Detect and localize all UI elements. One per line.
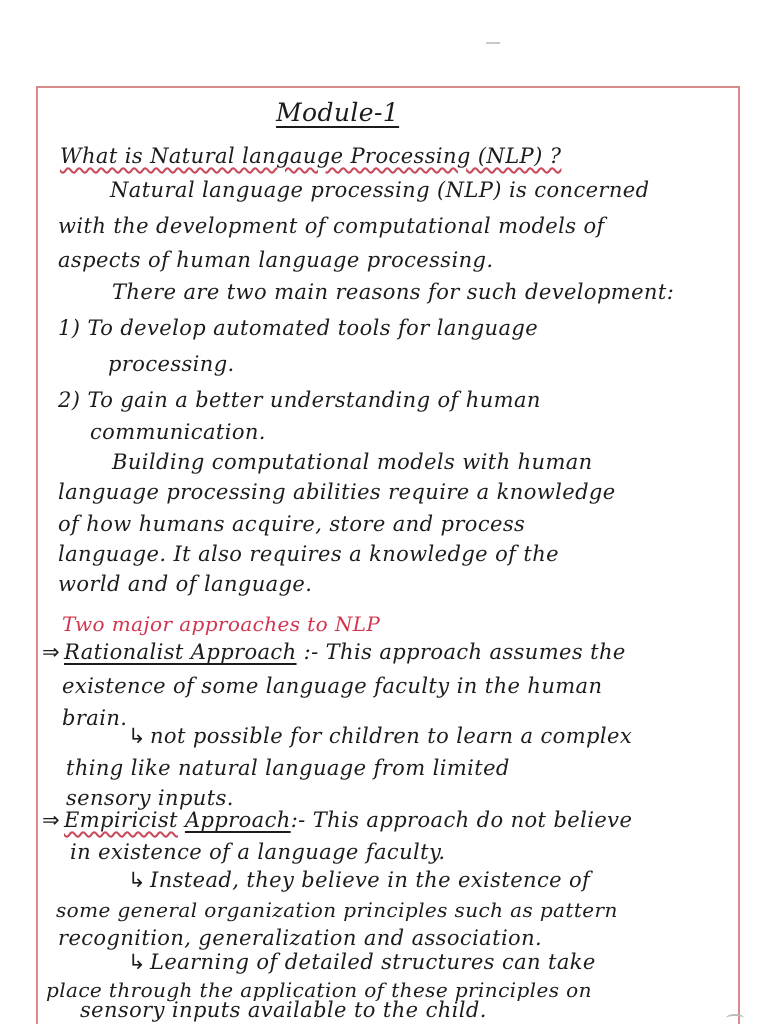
page-title: Module-1: [276, 98, 400, 127]
empiricist-term: Empiricist: [64, 808, 178, 832]
sub-arrow-icon: ↳: [128, 868, 146, 892]
reason-2-line-1: [58, 388, 541, 412]
building-line-4: language. It also requires a knowledge of the: [58, 542, 559, 566]
empiricist-sub1-line-2: some general organization principles such as pattern: [56, 898, 618, 922]
rationalist-sub-line-1: [128, 724, 632, 748]
intro-line-4: There are two main reasons for such development:: [112, 280, 675, 304]
double-arrow-icon: ⇒: [42, 640, 60, 664]
empiricist-line-2: in existence of a language faculty.: [70, 840, 446, 864]
reason-1-line-2: processing.: [108, 352, 235, 376]
sub-arrow-icon: ↳: [128, 950, 146, 974]
intro-line-2: with the development of computational models of: [58, 214, 605, 238]
building-line-5: world and of language.: [58, 572, 313, 596]
rationalist-sub-line-2: thing like natural language from limited: [66, 756, 510, 780]
empiricist-definition: :- This approach do not believe: [290, 808, 633, 832]
reason-1-line-1: [58, 316, 538, 340]
empiricist-approach-word: Approach: [184, 808, 291, 832]
empiricist-sub2-line-3: sensory inputs available to the child.: [80, 998, 487, 1022]
rationalist-sub-text: not possible for children to learn a complex: [150, 724, 633, 748]
building-line-2: language processing abilities require a knowledge: [58, 480, 616, 504]
approaches-heading: Two major approaches to NLP: [62, 612, 381, 636]
reason-2-marker: 2): [58, 388, 81, 412]
reason-1-marker: 1): [58, 316, 81, 340]
empiricist-sub1-line-3: recognition, generalization and association.: [58, 926, 543, 950]
rationalist-line-1: [42, 640, 626, 664]
double-arrow-icon: ⇒: [42, 808, 60, 832]
scan-mark: [486, 42, 500, 44]
rationalist-definition: :- This approach assumes the: [303, 640, 626, 664]
rationalist-sub-line-3: sensory inputs.: [66, 786, 234, 810]
empiricist-sub2-line-2: place through the application of these principles on: [46, 978, 592, 1002]
building-line-1: Building computational models with human: [112, 450, 593, 474]
empiricist-sub1-text: Instead, they believe in the existence of: [150, 868, 591, 892]
empiricist-sub1-line-1: [128, 868, 590, 892]
rationalist-line-3: brain.: [62, 706, 128, 730]
reason-2-line-2: communication.: [90, 420, 266, 444]
sub-arrow-icon: ↳: [128, 724, 146, 748]
rationalist-line-2: existence of some language faculty in the human: [62, 674, 603, 698]
empiricist-sub2-text: Learning of detailed structures can take: [150, 950, 596, 974]
intro-line-3: aspects of human language processing.: [58, 248, 494, 272]
reason-1-text: To develop automated tools for language: [87, 316, 539, 340]
scan-corner-mark: [726, 1014, 744, 1022]
empiricist-line-1: [42, 808, 632, 832]
intro-line-1: Natural language processing (NLP) is concerned: [110, 178, 650, 202]
empiricist-sub2-line-1: [128, 950, 596, 974]
rationalist-term: Rationalist Approach: [64, 640, 297, 664]
reason-2-text: To gain a better understanding of human: [87, 388, 541, 412]
building-line-3: of how humans acquire, store and process: [58, 512, 526, 536]
question-heading: What is Natural langauge Processing (NLP) ?: [60, 144, 562, 168]
